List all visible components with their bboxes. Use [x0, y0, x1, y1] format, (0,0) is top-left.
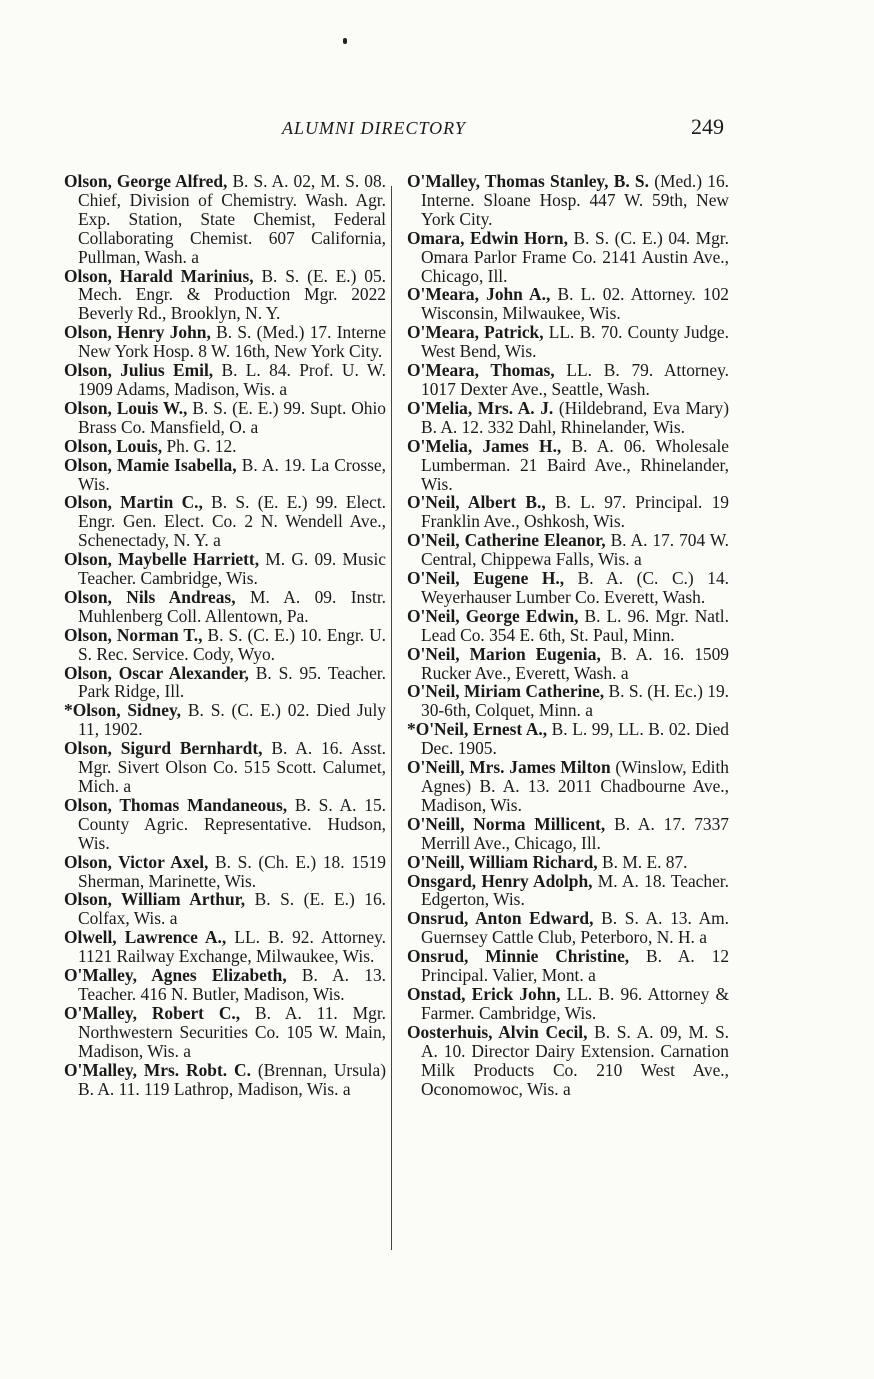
directory-entry [64, 399, 386, 437]
entry-name: Olson, Norman T., [64, 624, 203, 645]
entry-name: Olson, Sigurd Bernhardt, [64, 738, 263, 759]
directory-entry [64, 437, 386, 456]
directory-entry [407, 285, 729, 323]
entry-details: B. S. (E. E.) 99. Supt. Ohio Brass Co. Mansfield, O. a [78, 397, 387, 437]
entry-name: Omara, Edwin Horn, [407, 227, 568, 248]
entry-name: *O'Neil, Ernest A., [407, 719, 548, 740]
directory-entry [64, 701, 386, 739]
entry-details: B. S. A. 02, M. S. 08. Chief, Division of Chemistry. Wash. Agr. Exp. Station, State Chemist, Federal Collaborating Chemist. 607 California, Pullman, Wash. a [78, 171, 386, 267]
running-title: ALUMNI DIRECTORY [282, 118, 466, 138]
entry-name: Olson, Harald Marinius, [64, 265, 254, 286]
entry-name: O'Neill, Mrs. James Milton [407, 757, 611, 778]
entry-name: O'Malley, Thomas Stanley, B. S. [407, 171, 649, 191]
directory-entry [407, 645, 729, 683]
entry-details: M. A. 18. Teacher. Edgerton, Wis. [421, 870, 729, 910]
entry-name: Olson, William Arthur, [64, 889, 246, 910]
entry-details: B. S. A. 13. Am. Guernsey Cattle Club, Peterboro, N. H. a [421, 908, 730, 948]
entry-details: B. S. (C. E.) 04. Mgr. Omara Parlor Frame Co. 2141 Austin Ave., Chicago, Ill. [421, 227, 729, 286]
entry-details: Ph. G. 12. [162, 435, 237, 456]
entry-name: O'Malley, Agnes Elizabeth, [64, 965, 287, 986]
left-column [64, 172, 386, 1098]
entry-details: (Brennan, Ursula) B. A. 11. 119 Lathrop, Madison, Wis. a [78, 1059, 386, 1099]
entry-details: B. A. 16. 1509 Rucker Ave., Everett, Wash. a [421, 643, 729, 683]
directory-entry [407, 399, 729, 437]
entry-details: B. S. (Med.) 17. Interne New York Hosp. 8 W. 16th, New York City. [78, 322, 386, 362]
entry-details: B. S. (E. E.) 05. Mech. Engr. & Production Mgr. 2022 Beverly Rd., Brooklyn, N. Y. [78, 265, 386, 324]
directory-entry [64, 1004, 386, 1061]
directory-entry [407, 323, 729, 361]
entry-details: B. S. (E. E.) 99. Elect. Engr. Gen. Elect. Co. 2 N. Wendell Ave., Schenectady, N. Y. a [78, 492, 386, 551]
entry-details: B. M. E. 87. [597, 851, 688, 872]
entry-name: Olson, Julius Emil, [64, 360, 214, 381]
entry-name: O'Melia, Mrs. A. J. [407, 397, 554, 418]
directory-entry [407, 493, 729, 531]
entry-details: B. S. (Ch. E.) 18. 1519 Sherman, Marinette, Wis. [78, 851, 386, 891]
directory-entry [64, 966, 386, 1004]
entry-name: Olwell, Lawrence A., [64, 927, 227, 948]
directory-entry [407, 872, 729, 910]
entry-details: B. S. A. 09, M. S. A. 10. Director Dairy Extension. Carnation Milk Products Co. 210 West Ave., Oconomowoc, Wis. a [421, 1021, 730, 1099]
entry-details: B. A. 11. Mgr. Northwestern Securities Co. 105 W. Main, Madison, Wis. a [78, 1002, 386, 1061]
entry-name: O'Neil, Albert B., [407, 492, 546, 513]
column-divider [391, 186, 392, 1250]
directory-entry [407, 531, 729, 569]
entry-details: LL. B. 96. Attorney & Farmer. Cambridge, Wis. [421, 983, 729, 1023]
directory-entry [64, 890, 386, 928]
directory-entry [407, 1023, 729, 1099]
entry-details: B. A. 17. 704 W. Central, Chippewa Falls, Wis. a [421, 530, 729, 570]
entry-details: B. S. (H. Ec.) 19. 30-6th, Colquet, Minn. a [421, 681, 729, 721]
entry-details: B. S. (E. E.) 16. Colfax, Wis. a [78, 889, 387, 929]
entry-details: B. L. 84. Prof. U. W. 1909 Adams, Madison, Wis. a [78, 360, 387, 399]
entry-name: O'Neil, Marion Eugenia, [407, 643, 601, 664]
entry-details: LL. B. 92. Attorney. 1121 Railway Exchange, Milwaukee, Wis. [78, 927, 386, 967]
directory-entry [64, 739, 386, 796]
entry-details: B. S. A. 15. County Agric. Representative. Hudson, Wis. [78, 794, 386, 853]
page-number: 249 [691, 114, 724, 139]
entry-name: Onsrud, Minnie Christine, [407, 946, 630, 967]
directory-entry [407, 815, 729, 853]
entry-name: *Olson, Sidney, [64, 700, 182, 721]
entry-name: O'Neil, Eugene H., [407, 568, 565, 589]
entry-name: Olson, Louis, [64, 435, 163, 456]
entry-name: O'Melia, James H., [407, 435, 562, 456]
entry-name: O'Malley, Mrs. Robt. C. [64, 1059, 251, 1080]
entry-name: Olson, Henry John, [64, 322, 211, 343]
entry-name: O'Meara, Thomas, [407, 360, 555, 381]
entry-details: B. S. (C. E.) 10. Engr. U. S. Rec. Service. Cody, Wyo. [78, 624, 386, 664]
entry-details: (Med.) 16. Interne. Sloane Hosp. 447 W. 59th, New York City. [421, 171, 729, 229]
directory-entry [407, 853, 729, 872]
entry-details: B. A. 06. Wholesale Lumberman. 21 Baird Ave., Rhinelander, Wis. [421, 435, 730, 494]
entry-name: Olson, Maybelle Harriett, [64, 549, 260, 570]
entry-name: O'Meara, Patrick, [407, 322, 544, 343]
entry-name: Onstad, Erick John, [407, 983, 561, 1004]
entry-details: B. A. (C. C.) 14. Weyerhauser Lumber Co. Everett, Wash. [421, 568, 729, 607]
entry-name: O'Neill, William Richard, [407, 851, 598, 872]
directory-entry [407, 607, 729, 645]
entry-details: B. S. (C. E.) 02. Died July 11, 1902. [78, 700, 386, 740]
entry-details: (Hildebrand, Eva Mary) B. A. 12. 332 Dahl, Rhinelander, Wis. [421, 397, 729, 437]
directory-entry [64, 853, 386, 891]
entry-details: B. L. 96. Mgr. Natl. Lead Co. 354 E. 6th, St. Paul, Minn. [421, 605, 729, 645]
directory-entry [64, 323, 386, 361]
directory-entry [407, 569, 729, 607]
entry-name: Olson, Nils Andreas, [64, 586, 236, 607]
entry-name: Olson, George Alfred, [64, 171, 228, 191]
entry-details: B. A. 12 Principal. Valier, Mont. a [421, 946, 730, 986]
entry-name: Onsrud, Anton Edward, [407, 908, 594, 929]
directory-entry [407, 172, 729, 229]
ink-speck [343, 38, 347, 44]
directory-entry [407, 758, 729, 815]
entry-details: B. L. 97. Principal. 19 Franklin Ave., Oshkosh, Wis. [421, 492, 730, 532]
directory-entry [64, 493, 386, 550]
directory-entry [64, 550, 386, 588]
entry-name: O'Neill, Norma Millicent, [407, 813, 606, 834]
directory-entry [407, 361, 729, 399]
entry-details: B. A. 19. La Crosse, Wis. [78, 454, 386, 494]
directory-entry [407, 720, 729, 758]
entry-name: Olson, Oscar Alexander, [64, 662, 249, 683]
directory-entry [407, 437, 729, 494]
directory-entry [64, 172, 386, 267]
entry-details: B. L. 99, LL. B. 02. Died Dec. 1905. [421, 719, 729, 759]
page-header [60, 114, 724, 148]
directory-entry [64, 361, 386, 399]
entry-name: Olson, Thomas Mandaneous, [64, 794, 288, 815]
entry-name: O'Neil, Miriam Catherine, [407, 681, 605, 702]
entry-name: O'Meara, John A., [407, 284, 551, 305]
entry-name: Olson, Victor Axel, [64, 851, 209, 872]
entry-details: B. A. 17. 7337 Merrill Ave., Chicago, Ill. [421, 813, 729, 853]
directory-entry [64, 626, 386, 664]
entry-details: LL. B. 79. Attorney. 1017 Dexter Ave., Seattle, Wash. [421, 360, 730, 399]
directory-entry [64, 588, 386, 626]
entry-name: O'Malley, Robert C., [64, 1002, 241, 1023]
entry-details: (Winslow, Edith Agnes) B. A. 13. 2011 Chadbourne Ave., Madison, Wis. [421, 757, 729, 815]
entry-name: O'Neil, George Edwin, [407, 605, 579, 626]
entry-details: B. S. 95. Teacher. Park Ridge, Ill. [78, 662, 386, 702]
entry-details: LL. B. 70. County Judge. West Bend, Wis. [421, 322, 729, 362]
entry-name: Onsgard, Henry Adolph, [407, 870, 593, 891]
entry-name: Olson, Mamie Isabella, [64, 454, 237, 475]
entry-details: M. G. 09. Music Teacher. Cambridge, Wis. [78, 549, 386, 589]
entry-details: M. A. 09. Instr. Muhlenberg Coll. Allentown, Pa. [78, 586, 387, 626]
entry-details: B. A. 16. Asst. Mgr. Sivert Olson Co. 515 Scott. Calumet, Mich. a [78, 738, 387, 796]
directory-entry [64, 1061, 386, 1099]
directory-entry [407, 682, 729, 720]
entry-name: O'Neil, Catherine Eleanor, [407, 530, 606, 551]
directory-entry [407, 985, 729, 1023]
directory-entry [64, 456, 386, 494]
directory-entry [64, 267, 386, 324]
directory-entry [407, 947, 729, 985]
directory-entry [64, 796, 386, 853]
directory-entry [407, 229, 729, 286]
directory-entry [64, 928, 386, 966]
entry-name: Olson, Louis W., [64, 397, 188, 418]
entry-name: Oosterhuis, Alvin Cecil, [407, 1021, 588, 1042]
directory-entry [64, 664, 386, 702]
entry-name: Olson, Martin C., [64, 492, 203, 513]
directory-entry [407, 909, 729, 947]
entry-details: B. L. 02. Attorney. 102 Wisconsin, Milwaukee, Wis. [421, 284, 729, 324]
right-column [407, 172, 729, 1098]
entry-details: B. A. 13. Teacher. 416 N. Butler, Madison, Wis. [78, 965, 386, 1004]
